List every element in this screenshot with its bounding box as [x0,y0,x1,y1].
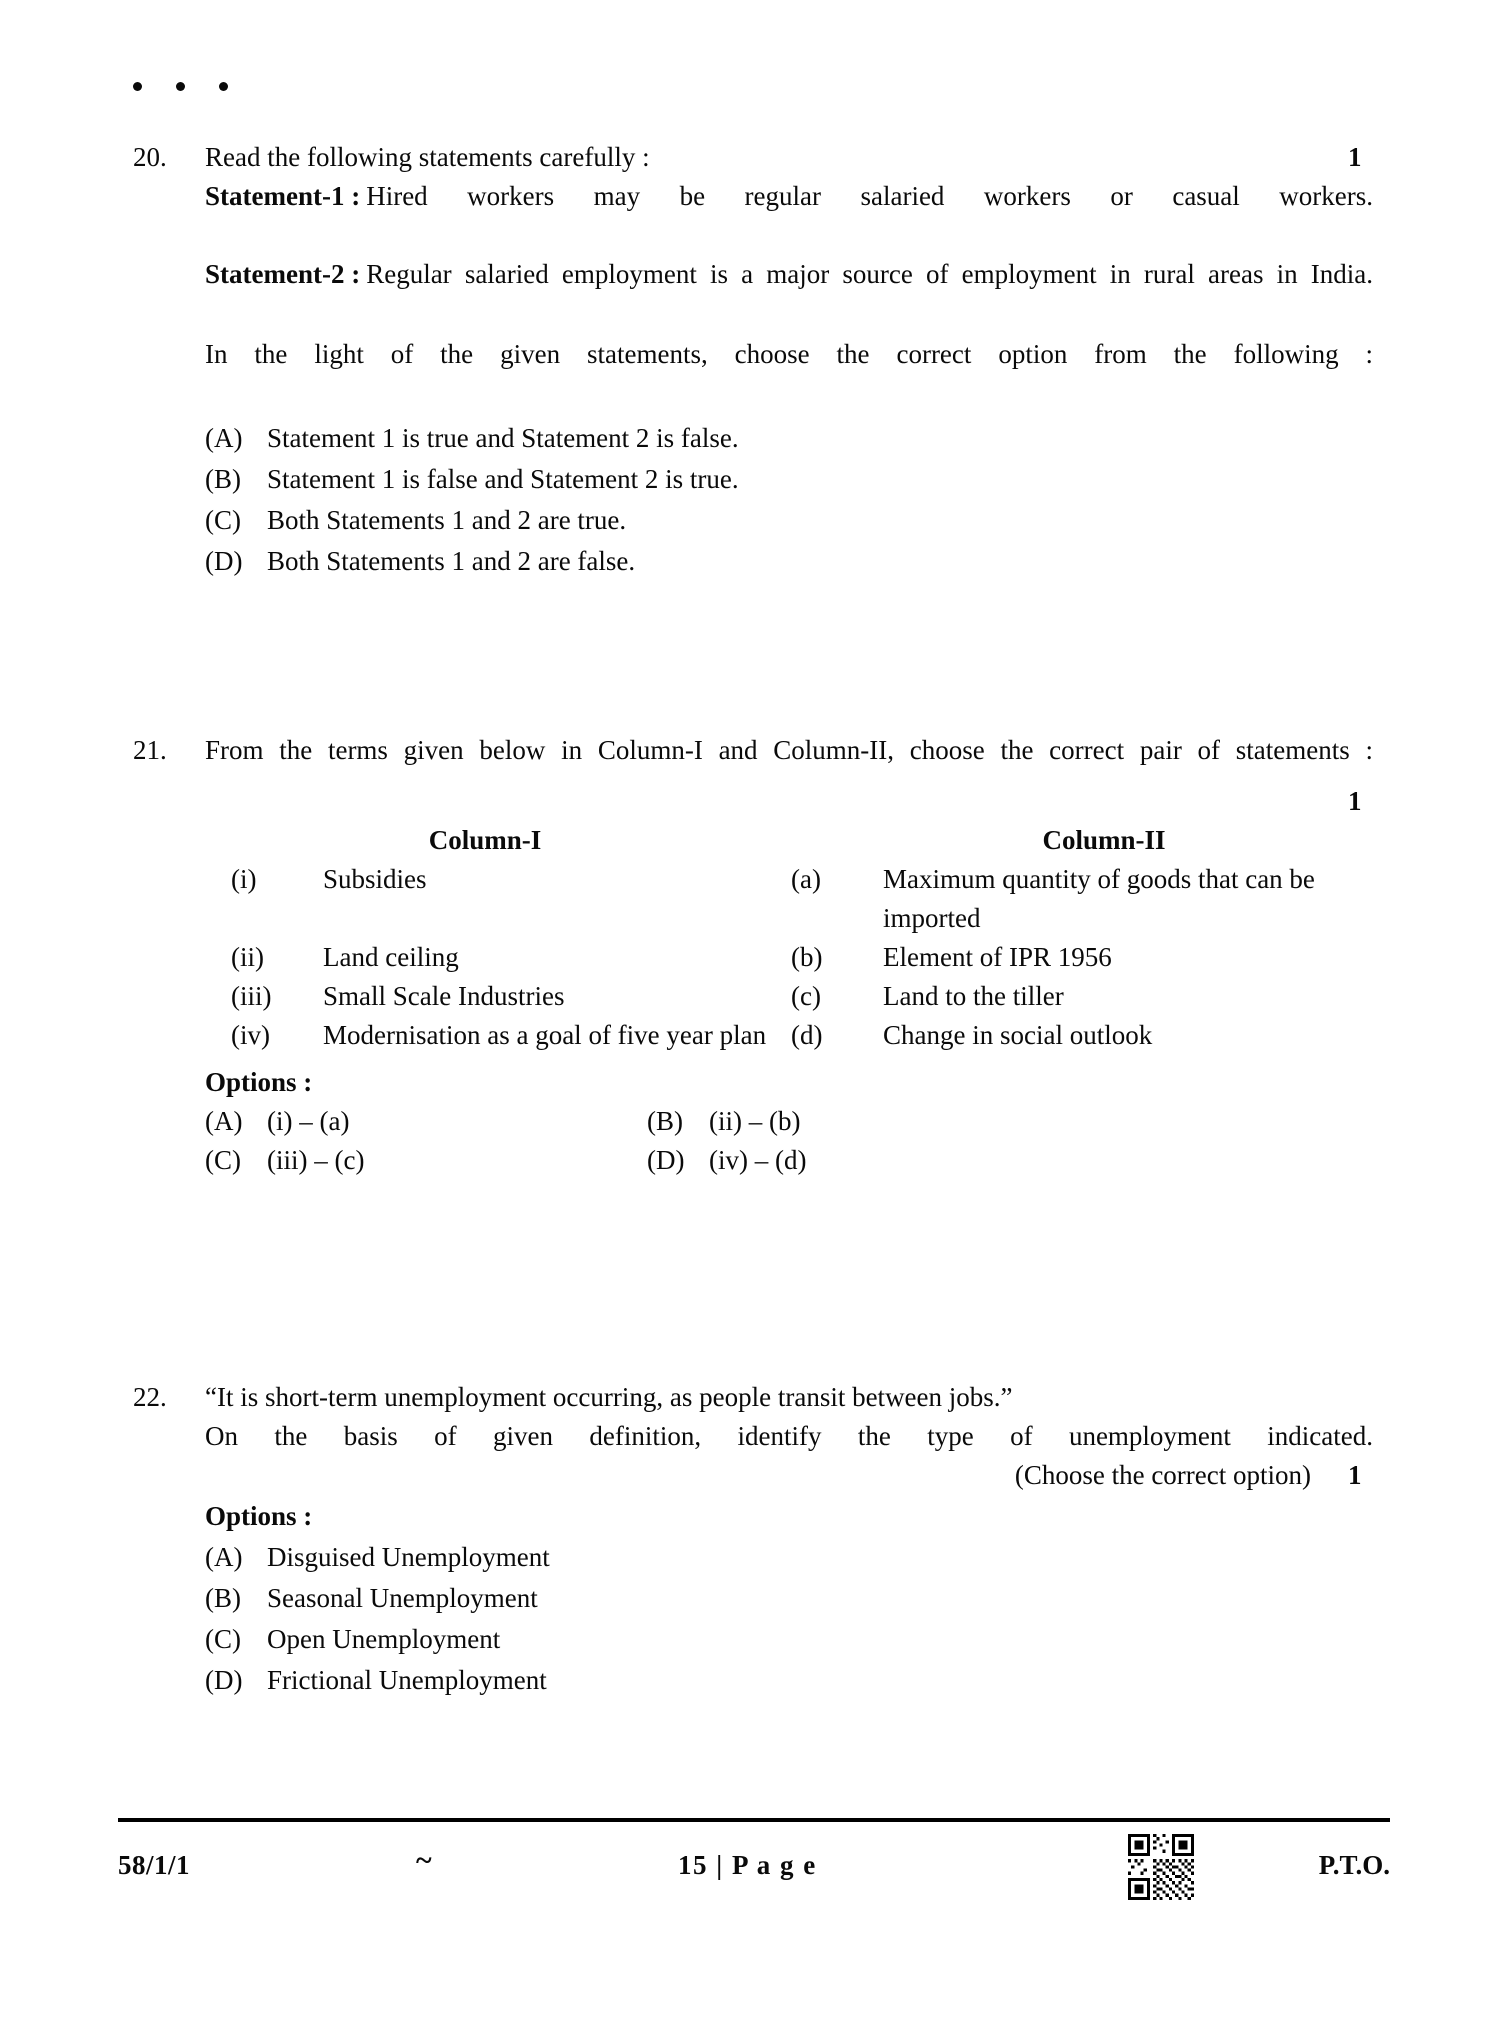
question-20-option-c[interactable] [205,501,1373,540]
option-label: Statement 1 is true and Statement 2 is false. [267,423,739,453]
question-22-number: 22. [133,1382,167,1412]
question-21-options-row-2 [205,1141,1373,1180]
question-20 [133,138,1373,581]
option-key: (B) [205,1583,241,1613]
option-label-d[interactable]: (iv) – (d) [709,1145,807,1175]
column-i-key: (iv) [231,1020,270,1050]
option-key: (D) [205,1665,243,1695]
question-22-instruction: On the basis of given definition, identify the type of unemployment indicated. [205,1421,1373,1451]
option-key: (A) [205,1542,243,1572]
question-22-body [205,1378,1373,1700]
option-label: Both Statements 1 and 2 are false. [267,546,636,576]
question-20-lead-in: In the light of the given statements, choose the correct option from the following : [205,339,1373,369]
question-22 [133,1378,1373,1700]
match-row-i [205,860,1373,938]
column-ii-value: Element of IPR 1956 [883,942,1112,972]
column-ii-header: Column-II [1042,825,1166,855]
page-number: 15 | P a g e [678,1850,817,1880]
question-22-mark: 1 [1348,1460,1362,1490]
option-label-a[interactable]: (i) – (a) [267,1106,350,1136]
option-label: Frictional Unemployment [267,1665,547,1695]
paper-code: 58/1/1 [118,1850,191,1880]
question-20-number: 20. [133,142,167,172]
question-20-mark: 1 [1348,142,1362,172]
question-22-option-a[interactable] [205,1538,1373,1577]
option-key: (D) [205,546,243,576]
footer-divider [118,1818,1390,1822]
option-key: (A) [205,423,243,453]
question-20-option-a[interactable] [205,419,1373,458]
column-ii-value: Land to the tiller [883,981,1064,1011]
statement-2-text: Regular salaried employment is a major source of employment in rural areas in India. [366,259,1373,289]
column-i-key: (ii) [231,942,264,972]
tilde-mark: ~ [416,1844,432,1877]
option-key-b[interactable]: (B) [647,1106,683,1136]
continuation-dot-2 [176,82,185,91]
statement-1-label: Statement-1 : [205,181,361,211]
option-key: (B) [205,464,241,494]
question-20-option-d[interactable] [205,542,1373,581]
option-key: (C) [205,1624,241,1654]
qr-code-icon [1128,1834,1194,1900]
match-table-header [205,821,1373,860]
column-i-value: Modernisation as a goal of five year plan [323,1020,767,1050]
page-footer [118,1834,1390,1904]
column-i-value: Small Scale Industries [323,981,565,1011]
question-22-option-b[interactable] [205,1579,1373,1618]
column-i-key: (i) [231,864,257,894]
column-i-value: Subsidies [323,864,427,894]
question-21 [133,731,1373,1180]
question-21-number: 21. [133,735,167,765]
match-row-iii [205,977,1373,1016]
continuation-dot-3 [219,82,228,91]
column-i-header: Column-I [428,825,542,855]
option-key-c[interactable]: (C) [205,1145,241,1175]
column-ii-key: (c) [791,981,821,1011]
question-21-mark: 1 [1348,786,1362,816]
option-label: Open Unemployment [267,1624,501,1654]
question-20-prompt: Read the following statements carefully : [205,142,650,172]
option-label: Seasonal Unemployment [267,1583,538,1613]
question-21-body [205,731,1373,1180]
question-20-body [205,138,1373,581]
match-row-iv [205,1016,1373,1055]
option-label-c[interactable]: (iii) – (c) [267,1145,365,1175]
question-22-option-c[interactable] [205,1620,1373,1659]
pto-label: P.T.O. [1318,1850,1390,1880]
question-21-options-heading: Options : [205,1067,313,1097]
option-label-b[interactable]: (ii) – (b) [709,1106,801,1136]
column-ii-value: Maximum quantity of goods that can be imported [883,864,1315,933]
question-22-quote: “It is short-term unemployment occurring, as people transit between jobs.” [205,1382,1013,1412]
column-ii-key: (b) [791,942,823,972]
question-21-options-row-1 [205,1102,1373,1141]
question-20-statement-2 [205,255,1373,333]
question-21-prompt: From the terms given below in Column-I and Column-II, choose the correct pair of statements : [205,735,1373,765]
option-key-a[interactable]: (A) [205,1106,243,1136]
column-i-value: Land ceiling [323,942,459,972]
column-ii-key: (a) [791,864,821,894]
statement-1-text: Hired workers may be regular salaried workers or casual workers. [366,181,1373,211]
statement-2-label: Statement-2 : [205,259,361,289]
question-22-options-heading: Options : [205,1501,313,1531]
column-i-key: (iii) [231,981,272,1011]
option-label: Statement 1 is false and Statement 2 is true. [267,464,739,494]
continuation-dot-1 [133,82,142,91]
option-key-d[interactable]: (D) [647,1145,685,1175]
question-20-statement-1 [205,177,1373,255]
option-label: Disguised Unemployment [267,1542,550,1572]
continuation-dots [133,82,228,91]
question-22-hint: (Choose the correct option) [1014,1460,1311,1490]
question-20-option-b[interactable] [205,460,1373,499]
option-key: (C) [205,505,241,535]
column-ii-value: Change in social outlook [883,1020,1153,1050]
match-row-ii [205,938,1373,977]
option-label: Both Statements 1 and 2 are true. [267,505,627,535]
column-ii-key: (d) [791,1020,823,1050]
question-22-option-d[interactable] [205,1661,1373,1700]
